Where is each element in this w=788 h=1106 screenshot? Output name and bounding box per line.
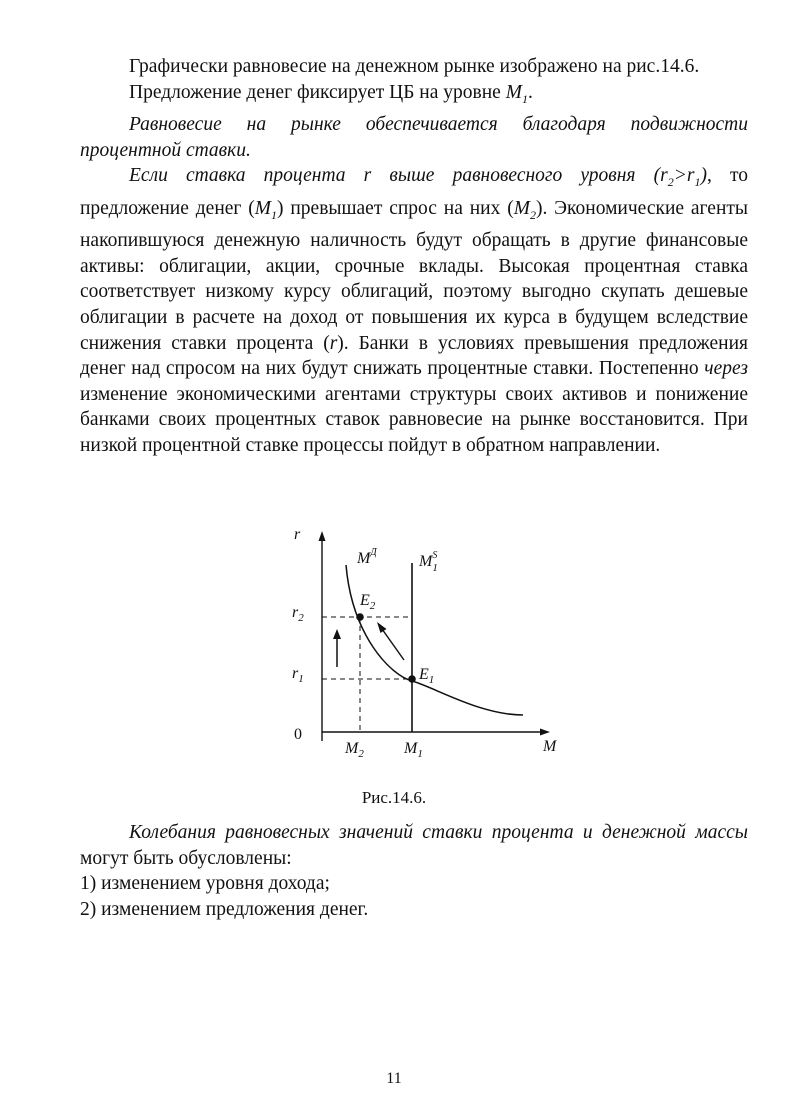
body-text-top (80, 54, 748, 459)
r1-label: $r_1$ (292, 665, 304, 685)
supply-curve-label: $M^S$ 1 (419, 550, 438, 574)
money-market-diagram (280, 525, 570, 775)
e2-label: $E_2$ (360, 592, 376, 612)
m1-label: $M_1$ (404, 740, 423, 760)
e1-label: $E_1$ (419, 666, 435, 686)
list-item-1: 1) изменением уровня дохода; (80, 873, 330, 894)
point-e1 (408, 675, 416, 683)
money-demand-curve (346, 565, 523, 715)
x-axis-arrow (540, 729, 550, 736)
page-number: 11 (386, 1070, 402, 1087)
body-text-bottom (80, 820, 748, 922)
origin-label: 0 (294, 726, 302, 743)
y-axis-arrow (319, 531, 326, 541)
list-item-2: 2) изменением предложения денег. (80, 898, 369, 920)
point-e2 (356, 613, 364, 621)
adjustment-arrow-head (377, 622, 387, 633)
figure-caption: Рис.14.6. (361, 788, 427, 807)
paragraph-1: Графически равновесие на денежном рынке изображено на рис.14.6. (129, 56, 700, 77)
paragraph-2: Предложение денег фиксирует ЦБ на уровне $M_1$. (129, 81, 533, 106)
paragraph-4: Если ставка процента r выше равновесного уровня $(r_2>r_1)$, то предложение денег $(M_1)$ превышает спрос на них $(M_2)$. Экономические агенты накопившуюся денежную наличность будут обращать в другие финансовые активы: облигации, акции, срочные вклады. Высокая процентная ставка соответствует низкому курсу облигаций, поэтому выгодно скупать дешевые облигации в расчете на доход от повышения их курса в будущем вследствие снижения ставки процента (r). Банки в условиях превышения предложения денег над спросом на них будут снижать процентные ставки. Постепенно через изменение экономическими агентами структуры своих активов и понижение банками своих процентных ставок равновесие на рынке восстановится. При низкой процентной ставке процессы пойдут в обратном направлении. (80, 165, 748, 456)
paragraph-3: Равновесие на рынке обеспечивается благодаря подвижности процентной ставки. (80, 114, 748, 161)
y-axis-label: r (294, 526, 301, 543)
paragraph-5: Колебания равновесных значений ставки процента и денежной массы могут быть обусловлены: (80, 822, 748, 869)
rise-arrow-head (333, 629, 341, 639)
demand-curve-label: $M^Д$ (357, 547, 377, 567)
adjustment-arrow-shaft (382, 629, 404, 660)
x-axis-label: M (543, 738, 557, 755)
r2-label: $r_2$ (292, 604, 304, 624)
m2-label: $M_2$ (345, 740, 364, 760)
